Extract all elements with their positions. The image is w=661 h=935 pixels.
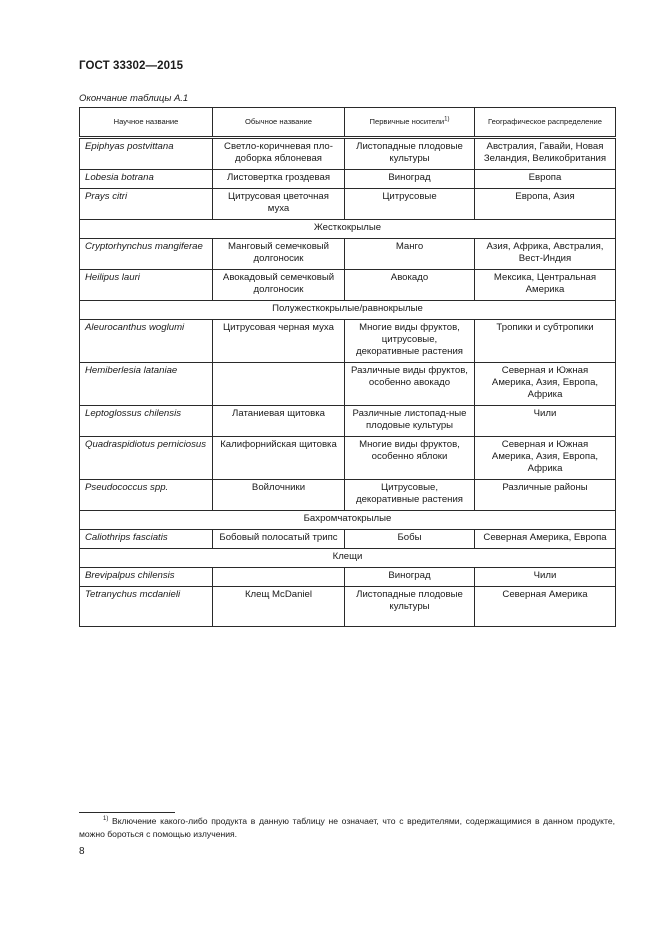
distribution-cell: Северная Америка xyxy=(475,587,616,627)
table-row xyxy=(80,587,616,627)
common-name-cell: Светло-коричневая пло-доборка яблоневая xyxy=(213,138,345,170)
common-name-cell: Цитрусовая черная муха xyxy=(213,320,345,363)
hosts-cell: Различные виды фруктов, особенно авокадо xyxy=(345,363,475,406)
footnote-text: Включение какого-либо продукта в данную таблицу не означает, что с вредителями, содержащимися в данном продукте, можно бороться с помощью излучения. xyxy=(79,816,616,839)
table-row xyxy=(80,568,616,587)
distribution-cell: Австралия, Гавайи, Новая Зеландия, Великобритания xyxy=(475,138,616,170)
section-title: Бахромчатокрылые xyxy=(80,511,616,530)
distribution-cell: Различные районы xyxy=(475,480,616,511)
section-title: Клещи xyxy=(80,549,616,568)
column-header-scientific-name: Научное название xyxy=(80,108,213,138)
scientific-name-cell: Quadraspidiotus perniciosus xyxy=(80,437,213,480)
section-row-mites xyxy=(80,549,616,568)
table-row xyxy=(80,239,616,270)
hosts-cell: Листопадные плодовые культуры xyxy=(345,587,475,627)
distribution-cell: Северная Америка, Европа xyxy=(475,530,616,549)
scientific-name-cell: Prays citri xyxy=(80,189,213,220)
section-row-beetles xyxy=(80,220,616,239)
common-name-cell: Клещ McDaniel xyxy=(213,587,345,627)
scientific-name-cell: Brevipalpus chilensis xyxy=(80,568,213,587)
distribution-cell: Азия, Африка, Австралия, Вест-Индия xyxy=(475,239,616,270)
scientific-name-cell: Epiphyas postvittana xyxy=(80,138,213,170)
table-caption: Окончание таблицы А.1 xyxy=(79,93,189,104)
scientific-name-cell: Pseudococcus spp. xyxy=(80,480,213,511)
common-name-cell: Бобовый полосатый трипс xyxy=(213,530,345,549)
common-name-cell: Войлочники xyxy=(213,480,345,511)
pest-table xyxy=(79,107,616,627)
distribution-cell: Мексика, Центральная Америка xyxy=(475,270,616,301)
scientific-name-cell: Caliothrips fasciatis xyxy=(80,530,213,549)
hosts-cell: Цитрусовые xyxy=(345,189,475,220)
scientific-name-cell: Tetranychus mcdanieli xyxy=(80,587,213,627)
distribution-cell: Чили xyxy=(475,406,616,437)
table-row xyxy=(80,138,616,170)
hosts-cell: Многие виды фруктов, цитрусовые, декоративные растения xyxy=(345,320,475,363)
common-name-cell: Листовертка гроздевая xyxy=(213,170,345,189)
table-row xyxy=(80,363,616,406)
footnote-mark: 1) xyxy=(103,816,109,823)
distribution-cell: Чили xyxy=(475,568,616,587)
distribution-cell: Северная и Южная Америка, Азия, Европа, Африка xyxy=(475,363,616,406)
hosts-cell: Манго xyxy=(345,239,475,270)
table-row xyxy=(80,170,616,189)
hosts-cell: Листопадные плодовые культуры xyxy=(345,138,475,170)
section-title: Полужесткокрылые/равнокрылые xyxy=(80,301,616,320)
distribution-cell: Тропики и субтропики xyxy=(475,320,616,363)
hosts-cell: Цитрусовые, декоративные растения xyxy=(345,480,475,511)
common-name-cell: Манговый семечковый долгоносик xyxy=(213,239,345,270)
common-name-cell: Цитрусовая цветочная муха xyxy=(213,189,345,220)
column-header-primary-hosts-label: Первичные носители xyxy=(369,117,445,126)
scientific-name-cell: Heilipus lauri xyxy=(80,270,213,301)
footnote-reference: 1) xyxy=(444,116,450,123)
scientific-name-cell: Hemiberlesia lataniae xyxy=(80,363,213,406)
common-name-cell: Авокадовый семечковый долгоносик xyxy=(213,270,345,301)
page-number: 8 xyxy=(79,846,85,857)
hosts-cell: Различные листопад-ные плодовые культуры xyxy=(345,406,475,437)
common-name-cell xyxy=(213,568,345,587)
scientific-name-cell: Lobesia botrana xyxy=(80,170,213,189)
footnote-divider xyxy=(79,812,175,813)
scientific-name-cell: Leptoglossus chilensis xyxy=(80,406,213,437)
column-header-common-name: Обычное название xyxy=(213,108,345,138)
table-row xyxy=(80,270,616,301)
footnote xyxy=(79,815,615,840)
section-row-hemiptera xyxy=(80,301,616,320)
table-row xyxy=(80,437,616,480)
scientific-name-cell: Aleurocanthus woglumi xyxy=(80,320,213,363)
common-name-cell xyxy=(213,363,345,406)
hosts-cell: Авокадо xyxy=(345,270,475,301)
hosts-cell: Виноград xyxy=(345,568,475,587)
table-header-row xyxy=(80,108,616,138)
distribution-cell: Европа, Азия xyxy=(475,189,616,220)
distribution-cell: Северная и Южная Америка, Азия, Европа, Африка xyxy=(475,437,616,480)
table-row xyxy=(80,189,616,220)
scientific-name-cell: Cryptorhynchus mangiferae xyxy=(80,239,213,270)
distribution-cell: Европа xyxy=(475,170,616,189)
column-header-primary-hosts xyxy=(345,108,475,138)
common-name-cell: Латаниевая щитовка xyxy=(213,406,345,437)
common-name-cell: Калифорнийская щитовка xyxy=(213,437,345,480)
section-row-thrips xyxy=(80,511,616,530)
hosts-cell: Виноград xyxy=(345,170,475,189)
hosts-cell: Многие виды фруктов, особенно яблоки xyxy=(345,437,475,480)
table-row xyxy=(80,406,616,437)
table-row xyxy=(80,530,616,549)
document-standard-number: ГОСТ 33302—2015 xyxy=(79,60,184,72)
section-title: Жесткокрылые xyxy=(80,220,616,239)
table-row xyxy=(80,480,616,511)
table-row xyxy=(80,320,616,363)
column-header-geographic-distribution: Географическое распределение xyxy=(475,108,616,138)
hosts-cell: Бобы xyxy=(345,530,475,549)
